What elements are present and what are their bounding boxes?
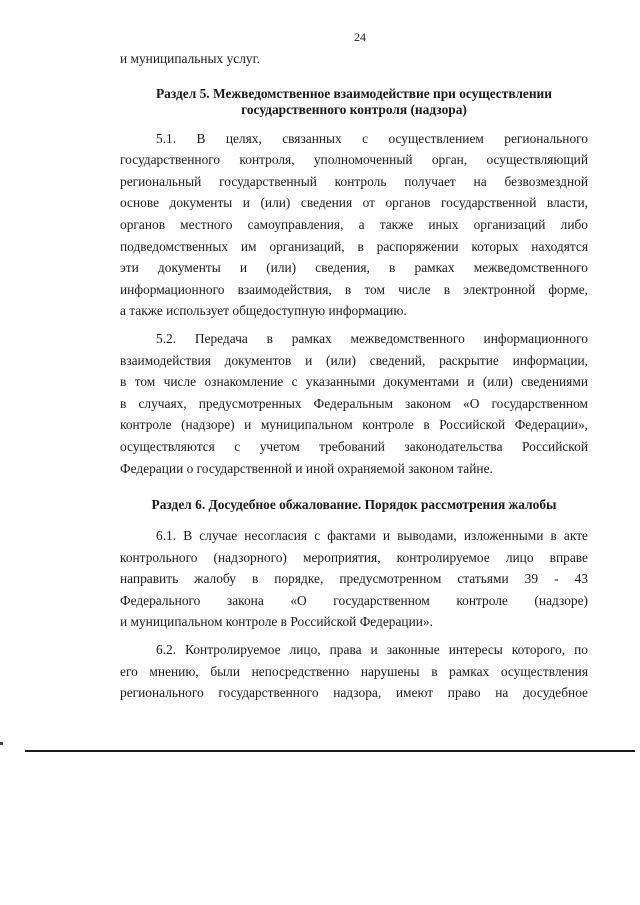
paragraph-line: и муниципальном контроле в Российской Федерации». <box>120 614 433 630</box>
paragraph-line: подведомственных им организаций, в распоряжении которых находятся <box>120 238 588 254</box>
paragraph-6-1 <box>120 525 588 633</box>
paragraph-line: 6.1. В случае несогласия с фактами и выводами, изложенными в акте <box>156 528 588 544</box>
paragraph-line: в том числе ознакомление с указанными документами и (или) сведениями <box>120 374 588 390</box>
paragraph-line: органов местного самоуправления, а также иных организаций либо <box>120 216 588 232</box>
paragraph-5-2 <box>120 328 588 479</box>
paragraph-line: 5.1. В целях, связанных с осуществлением регионального <box>156 130 588 146</box>
scan-mark <box>0 742 3 745</box>
paragraph-line: в случаях, предусмотренных Федеральным законом «О государственном <box>120 395 588 411</box>
section5-heading <box>120 86 588 118</box>
section5-heading-line2: государственного контроля (надзора) <box>241 101 467 117</box>
paragraph-line: осуществляются с учетом требований законодательства Российской <box>120 438 588 454</box>
paragraph-line: контроле (надзоре) и муниципальном контроле в Российской Федерации», <box>120 417 588 433</box>
paragraph-line: государственного контроля, уполномоченный орган, осуществляющий <box>120 152 588 168</box>
paragraph-line: направить жалобу в порядке, предусмотренном статьями 39 - 43 <box>120 571 588 587</box>
paragraph-line: контрольного (надзорного) мероприятия, контролируемое лицо вправе <box>120 549 588 565</box>
section6-heading: Раздел 6. Досудебное обжалование. Порядок рассмотрения жалобы <box>151 497 557 513</box>
document-body <box>120 48 588 704</box>
paragraph-line: информационного взаимодействия, в том числе в электронной форме, <box>120 281 588 297</box>
paragraph-line: а также использует общедоступную информацию. <box>120 303 407 319</box>
paragraph-line: Федерации о государственной и иной охраняемой законом тайне. <box>120 460 493 476</box>
paragraph-line: его мнению, были непосредственно нарушены в рамках осуществления <box>120 663 588 679</box>
paragraph-line: 6.2. Контролируемое лицо, права и законные интересы которого, по <box>156 642 588 658</box>
paragraph-line: основе документы и (или) сведения от органов государственной власти, <box>120 195 588 211</box>
paragraph-line: взаимодействия документов и (или) сведений, раскрытие информации, <box>120 352 588 368</box>
paragraph-line: эти документы и (или) сведения, в рамках межведомственного <box>120 260 588 276</box>
page-number: 24 <box>354 30 366 44</box>
paragraph-line: региональный государственный контроль получает на безвозмездной <box>120 173 588 189</box>
section5-heading-line1: Раздел 5. Межведомственное взаимодействие при осуществлении <box>156 85 552 101</box>
intro-line: и муниципальных услуг. <box>120 51 260 66</box>
paragraph-6-2 <box>120 639 588 704</box>
paragraph-line: Федерального закона «О государственном контроле (надзоре) <box>120 592 588 608</box>
paragraph-line: регионального государственного надзора, имеют право на досудебное <box>120 685 588 701</box>
paragraph-5-1 <box>120 128 588 322</box>
scan-bottom-line <box>25 750 635 752</box>
paragraph-line: 5.2. Передача в рамках межведомственного информационного <box>156 330 588 346</box>
